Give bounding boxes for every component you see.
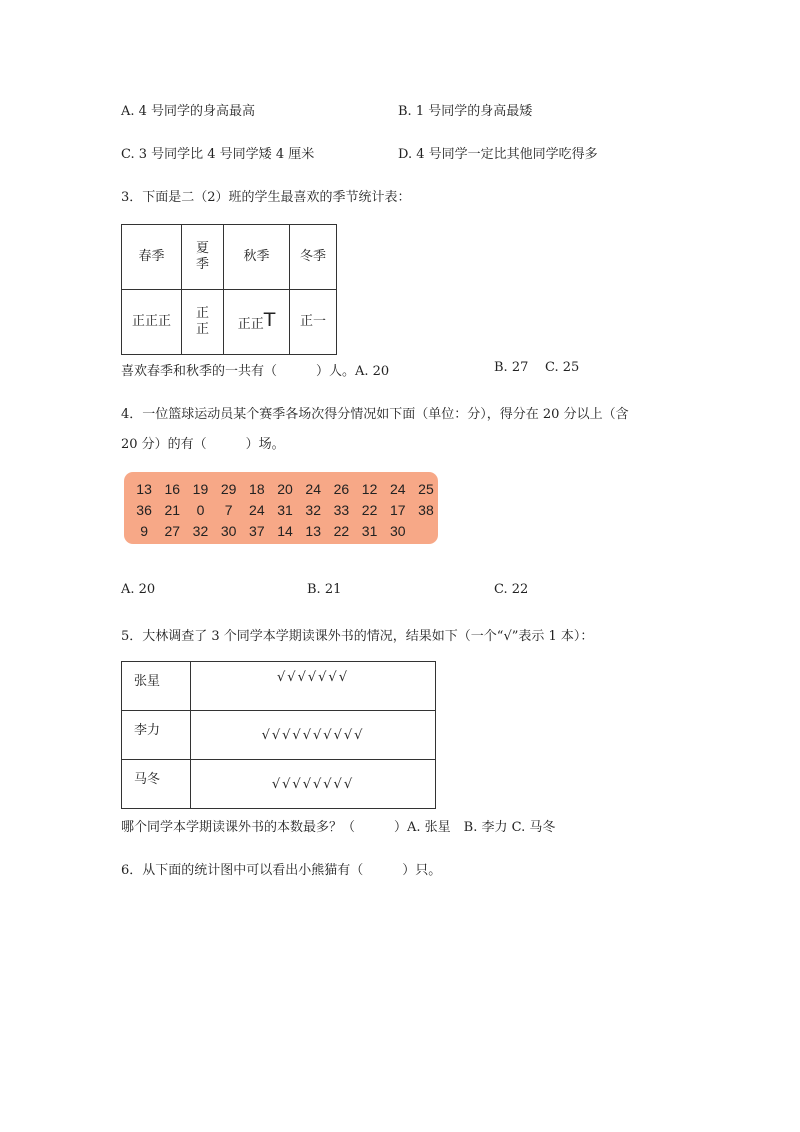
score-value: 30 [220,523,237,539]
score-value: 7 [224,502,233,518]
tally-autumn-main: 正正 [237,316,264,332]
score-value: 16 [164,481,181,497]
q3-question: 3．下面是二（2）班的学生最喜欢的季节统计表： [121,190,411,205]
score-value: 38 [418,502,434,518]
score-value: 13 [136,481,152,497]
q4-option-b: B. 21 [307,582,342,597]
reading-row [122,662,436,711]
header-spring: 春季 [122,225,182,290]
tally-autumn-extra: T [263,308,276,331]
q3-option-b: B. 27 [494,360,529,375]
q4-option-c: C. 22 [494,582,529,597]
score-value: 12 [361,481,378,497]
score-value: 24 [305,481,321,497]
score-grid [130,479,440,542]
score-value: 21 [164,502,181,518]
q4-question-line1: 4．一位篮球运动员某个赛季各场次得分情况如下面（单位：分），得分在 20 分以上（含 [121,407,629,422]
q3-option-c: C. 25 [545,360,580,375]
score-value: 19 [192,481,209,497]
reading-name: 李力 [122,711,191,760]
reading-checks: √√√√√√√ [191,662,436,711]
tally-summer-line2: 正 [195,322,209,337]
q4-question-line2: 20 分）的有（ ）场。 [121,437,285,452]
score-value: 0 [196,502,205,518]
q2-option-c: C. 3 号同学比 4 号同学矮 4 厘米 [121,147,315,162]
score-value: 31 [361,523,378,539]
reading-table [121,661,436,809]
header-summer-line2: 季 [195,257,209,272]
score-value: 29 [220,481,237,497]
q6-question: 6．从下面的统计图中可以看出小熊猫有（ ）只。 [121,863,442,878]
header-summer [182,225,224,290]
tally-autumn [224,290,290,355]
score-value: 24 [249,502,265,518]
header-autumn: 秋季 [224,225,290,290]
score-value: 27 [164,523,181,539]
score-value: 17 [389,502,406,518]
reading-row [122,711,436,760]
score-value: 20 [277,481,293,497]
q5-question: 5．大林调查了 3 个同学本学期读课外书的情况，结果如下（一个“√”表示 1 本）： [121,629,594,644]
reading-checks: √√√√√√√√ [191,760,436,809]
score-value: 30 [389,523,406,539]
score-value: 25 [418,481,434,497]
season-tally-table [121,224,337,355]
score-value: 13 [305,523,321,539]
header-winter: 冬季 [290,225,337,290]
q2-option-a: A. 4 号同学的身高最高 [121,104,256,119]
score-value: 22 [361,502,378,518]
q2-option-d: D. 4 号同学一定比其他同学吃得多 [398,147,598,162]
tally-spring: 正正正 [122,290,182,355]
score-value: 18 [249,481,265,497]
reading-name: 马冬 [122,760,191,809]
header-summer-line1: 夏 [195,241,209,256]
score-value: 33 [333,502,350,518]
score-value: 22 [333,523,350,539]
score-value: 14 [277,523,293,539]
q2-option-b: B. 1 号同学的身高最矮 [398,104,533,119]
score-value: 26 [333,481,350,497]
reading-checks: √√√√√√√√√√ [191,711,436,760]
q3-answer-line: 喜欢春季和秋季的一共有（ ）人。A. 20 [121,364,390,379]
score-box [124,472,438,544]
tally-summer [182,290,224,355]
tally-winter: 正一 [290,290,337,355]
score-value: 37 [249,523,265,539]
tally-summer-line1: 正 [195,306,209,321]
score-value: 31 [277,502,293,518]
score-value: 9 [140,523,148,539]
score-value: 36 [136,502,152,518]
score-value: 32 [305,502,321,518]
q5-answer-line: 哪个同学本学期读课外书的本数最多？（ ）A. 张星 B. 李力 C. 马冬 [121,820,556,835]
score-value: 32 [192,523,209,539]
score-value: 24 [389,481,406,497]
reading-name: 张星 [122,662,191,711]
q4-option-a: A. 20 [121,582,156,597]
reading-row [122,760,436,809]
